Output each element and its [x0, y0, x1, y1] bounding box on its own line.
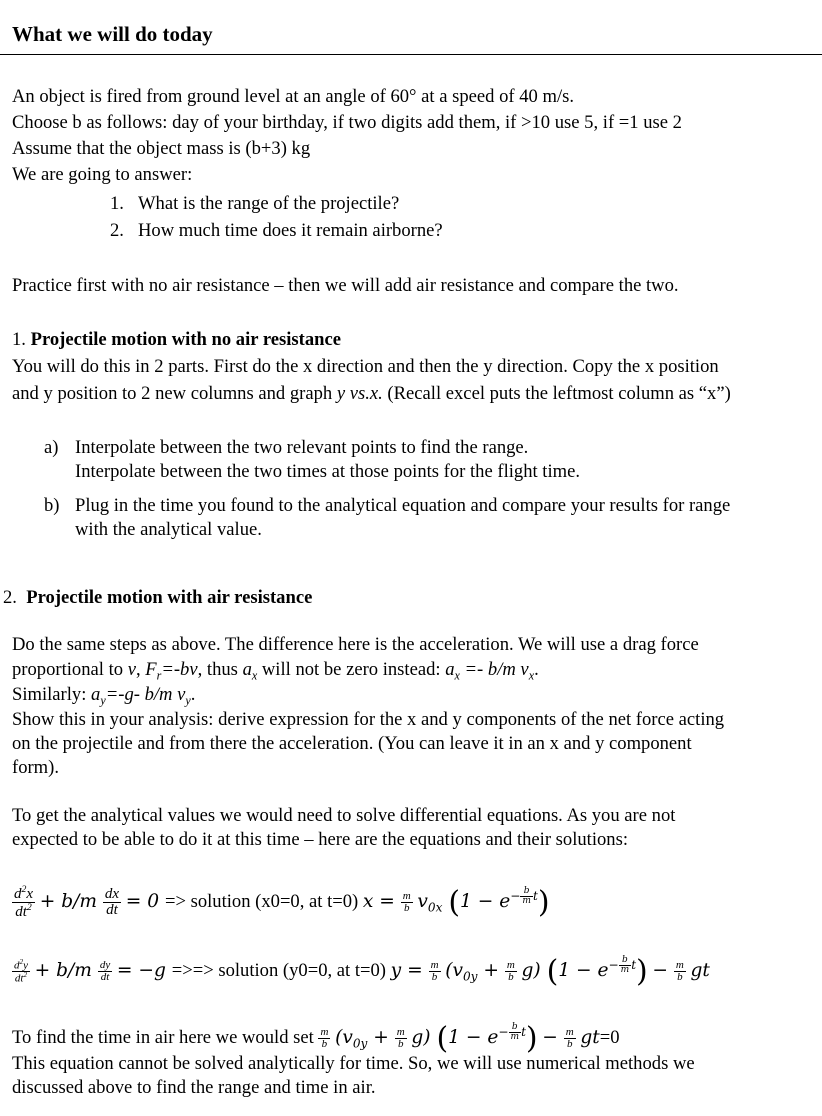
section-2-line-1: Do the same steps as above. The difference here is the acceleration. We will use a drag force	[12, 634, 699, 655]
italic-span: a	[91, 684, 101, 705]
section-2-line-4: Show this in your analysis: derive expression for the x and y components of the net force acting	[12, 709, 725, 730]
subscript: y	[185, 693, 191, 708]
m-over-b-fraction: $\frac{m}{b}$	[506, 959, 515, 984]
intro-line-4: We are going to answer:	[12, 164, 193, 185]
math-text: = −g	[116, 960, 172, 982]
subscript: r	[156, 668, 162, 683]
italic-span: y vs.x.	[336, 383, 383, 404]
section-1-heading	[12, 329, 341, 351]
section-2-line-2	[12, 659, 539, 687]
text-span: (Recall excel puts the leftmost column as “x”)	[382, 383, 731, 404]
section-1-number: 1.	[12, 329, 26, 350]
m-over-b-fraction: $\frac{m}{b}$	[675, 959, 684, 984]
equation-2	[12, 943, 710, 999]
math-text: gt	[690, 960, 710, 982]
section-1-title: Projectile motion with no air resistance	[30, 329, 341, 350]
title-divider	[0, 54, 822, 55]
intro-line-3: Assume that the object mass is (b+3) kg	[12, 138, 311, 159]
math-text: −	[542, 1027, 564, 1049]
m-over-b-fraction: $\frac{m}{b}$	[320, 1026, 329, 1051]
section-2-number: 2.	[3, 587, 17, 608]
math-text: x =	[362, 891, 401, 913]
math-text: −	[652, 960, 674, 982]
italic-span: a	[445, 659, 455, 680]
b-over-m-fraction: $\frac{b}{m}$	[620, 955, 630, 975]
math-text: $1 - e^{- \frac{b}{m} t}$	[448, 1022, 526, 1049]
text-span: .	[190, 684, 196, 705]
d2y-dt2-fraction: $\frac{d^2y}{dt^2}$	[14, 957, 28, 986]
subscript: y	[100, 693, 106, 708]
math-text: (	[448, 884, 461, 920]
section-2-line-3	[12, 684, 195, 712]
math-text: )	[636, 953, 648, 989]
closing-line-1: This equation cannot be solved analytically for time. So, we will use numerical methods we	[12, 1053, 695, 1074]
italic-span: v	[127, 659, 136, 680]
b-over-m-fraction: $\frac{b}{m}$	[510, 1022, 520, 1042]
item-b-line-1: Plug in the time you found to the analytical equation and compare your results for range	[75, 495, 731, 516]
m-over-b-fraction: $\frac{m}{b}$	[565, 1026, 574, 1051]
text-span: proportional to	[12, 659, 128, 680]
section-2-line-8: expected to be able to do it at this time – here are the equations and their solutions:	[12, 829, 628, 850]
text-span: , thus	[197, 659, 243, 680]
equation-1	[12, 874, 550, 930]
intro-line-1: An object is fired from ground level at an angle of 60° at a speed of 40 m/s.	[12, 86, 574, 107]
m-over-b-fraction: $\frac{m}{b}$	[396, 1026, 405, 1051]
italic-span: a	[242, 659, 252, 680]
item-b-label: b)	[44, 495, 60, 516]
item-a-line-2: Interpolate between the two times at those points for the flight time.	[75, 461, 581, 482]
item-a-label: a)	[44, 437, 59, 458]
math-text: gt	[580, 1027, 600, 1049]
math-text: $v_{0x}$	[417, 891, 443, 915]
item-a-line-1: Interpolate between the two relevant points to find the range.	[75, 437, 529, 458]
practice-note: Practice first with no air resistance – then we will add air resistance and compare the two.	[12, 275, 679, 296]
subscript: x	[454, 668, 460, 683]
item-b-line-2: with the analytical value.	[75, 519, 262, 540]
math-text: y =	[390, 960, 429, 982]
equation-1-solution-text: => solution (x0=0, at t=0)	[164, 891, 359, 913]
math-text: = 0	[125, 891, 165, 913]
question-1-number: 1.	[110, 193, 124, 214]
m-over-b-fraction: $\frac{m}{b}$	[430, 959, 439, 984]
math-text: (	[436, 1020, 449, 1056]
closing-line-2: discussed above to find the range and time in air.	[12, 1077, 376, 1098]
math-text: g)	[521, 960, 547, 982]
intro-line-2: Choose b as follows: day of your birthday, if two digits add them, if >10 use 5, if =1 use 2	[12, 112, 682, 133]
page-title: What we will do today	[12, 22, 213, 46]
dx-dt-fraction: $\frac{dx}{dt}$	[104, 886, 120, 919]
math-text: + b/m	[39, 891, 103, 913]
text-span: Similarly:	[12, 684, 92, 705]
subscript: x	[528, 668, 535, 683]
section-1-paragraph-line-2	[12, 383, 731, 405]
text-span: and y position to 2 new columns and graph	[12, 383, 337, 404]
math-text: $1 - e^{- \frac{b}{m} t}$	[460, 886, 538, 913]
question-2-number: 2.	[110, 220, 124, 241]
section-2-title: Projectile motion with air resistance	[26, 587, 313, 608]
math-text: ($v_{0y}$ +	[335, 1027, 395, 1051]
dy-dt-fraction: $\frac{dy}{dt}$	[99, 959, 111, 984]
italic-span: =- b/m v	[459, 659, 529, 680]
italic-span: F	[145, 659, 157, 680]
section-2-line-7: To get the analytical values we would need to solve differential equations. As you are not	[12, 805, 676, 826]
math-text: (	[546, 953, 559, 989]
section-2-heading	[3, 587, 312, 609]
text-span: .	[534, 659, 539, 680]
section-2-line-6: form).	[12, 757, 59, 778]
equation-2-solution-text: =>=> solution (y0=0, at t=0)	[171, 960, 387, 982]
b-over-m-fraction: $\frac{b}{m}$	[522, 886, 531, 906]
math-text: ($v_{0y}$ +	[445, 960, 505, 984]
m-over-b-fraction: $\frac{m}{b}$	[402, 890, 411, 915]
math-text: )	[525, 1020, 538, 1056]
d2x-dt2-fraction: $\frac{d^2x}{dt^2}$	[14, 884, 34, 921]
math-text: $1 - e^{- \frac{b}{m} t}$	[558, 955, 637, 982]
math-text: g)	[411, 1027, 437, 1049]
italic-span: =-g- b/m v	[105, 684, 186, 705]
section-1-paragraph-line-1: You will do this in 2 parts. First do the x direction and then the y direction. Copy the x position	[12, 356, 719, 377]
time-in-air-text: To find the time in air here we would set	[12, 1027, 314, 1049]
text-span: will not be zero instead:	[257, 659, 446, 680]
question-2: How much time does it remain airborne?	[138, 220, 443, 241]
subscript: x	[251, 668, 258, 683]
math-text: )	[537, 884, 550, 920]
question-1: What is the range of the projectile?	[138, 193, 400, 214]
section-2-line-5: on the projectile and from there the acceleration. (You can leave it in an x and y component	[12, 733, 692, 754]
text-span: ,	[135, 659, 146, 680]
equals-zero-text: =0	[599, 1027, 620, 1049]
italic-span: =-bv	[161, 659, 198, 680]
math-text: + b/m	[34, 960, 98, 982]
